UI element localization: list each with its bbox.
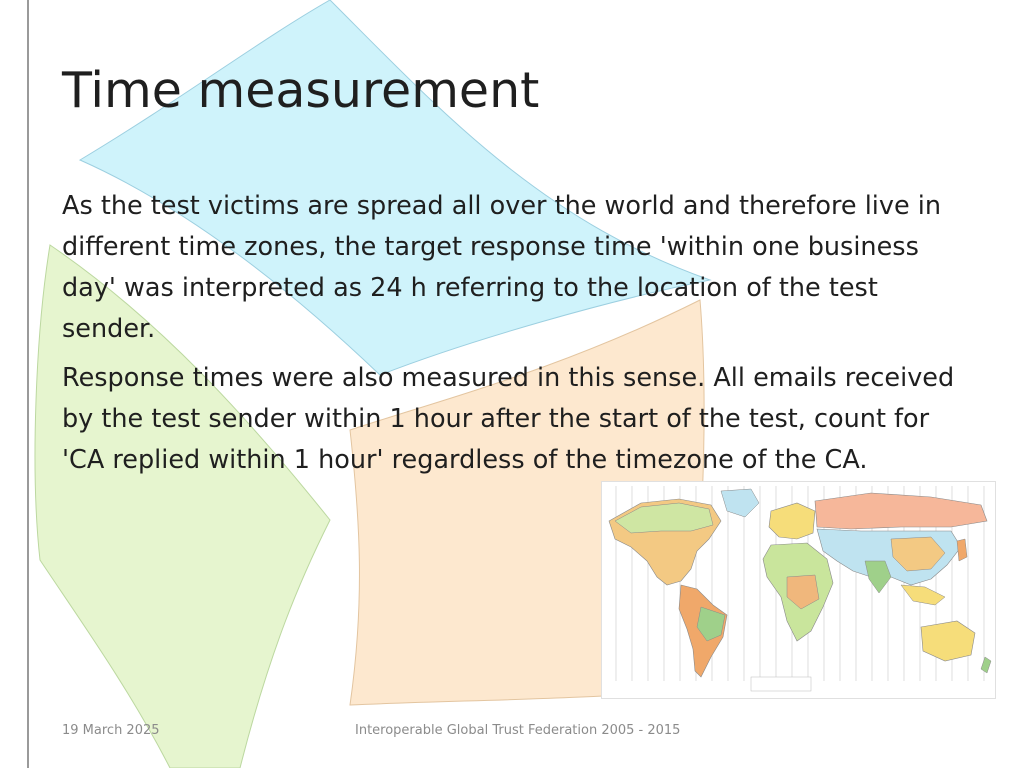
map-japan — [957, 539, 967, 561]
slide-title: Time measurement — [62, 62, 540, 119]
footer-organization: Interoperable Global Trust Federation 2005 - 2015 — [355, 723, 681, 738]
paragraph-response-times: Response times were also measured in this sense. All emails received by the test sender within 1 hour after the start of the test, count for 'CA replied within 1 hour' regardless of the timezone of the CA. — [62, 363, 955, 475]
slide-body — [62, 186, 962, 489]
paragraph-time-zones: As the test victims are spread all over the world and therefore live in different time zones, the target response time 'within one business day' was interpreted as 24 h referring to the location of the test sender. — [62, 191, 942, 344]
world-time-zone-map-icon — [601, 481, 996, 699]
map-legend — [751, 677, 811, 691]
left-vertical-rule — [27, 0, 29, 768]
footer-date: 19 March 2025 — [62, 723, 160, 738]
